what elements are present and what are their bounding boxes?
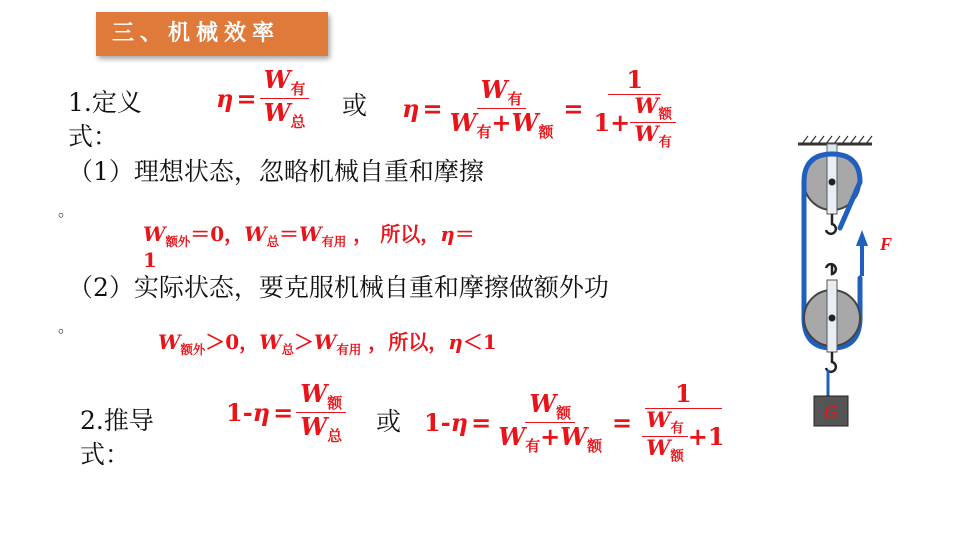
formula-one-minus-eta-expanded: 1- η = $\frac{W_额}{W_有+W_额}$ = 1 $\frac{W_有}{W_额}$ + 1 bbox=[424, 380, 729, 465]
weight-block bbox=[814, 396, 848, 426]
fraction: $\frac{W_有}{W_总}$ bbox=[260, 66, 310, 131]
force-arrow bbox=[856, 230, 868, 276]
formula-one-minus-eta-basic: 1- η = $\frac{W_额}{W_总}$ bbox=[226, 380, 346, 445]
ideal-state-equation: $W_{额外}=0$，$W_总=W_{有用}$ ， 所以，η＝ bbox=[143, 222, 475, 249]
fraction: $\frac{W_有}{W_有+W_额}$ bbox=[449, 75, 554, 141]
fraction: 1 1 + $\frac{W_额}{W_有}$ bbox=[589, 66, 679, 151]
pulley-diagram bbox=[780, 130, 930, 440]
section-title: 三、机械效率 bbox=[96, 12, 328, 56]
fraction: $\frac{W_额}{W_总}$ bbox=[296, 380, 346, 445]
eta-symbol: η bbox=[216, 83, 234, 113]
period-mark: 。 bbox=[58, 201, 75, 220]
fraction: 1 $\frac{W_有}{W_额}$ + 1 bbox=[638, 380, 728, 465]
period-mark: 。 bbox=[58, 317, 75, 336]
ceiling-support bbox=[798, 136, 872, 144]
real-state-equation: $W_{额外}>0$，$W_总>W_{有用}$ ，所以，η＜1 bbox=[158, 330, 497, 357]
ideal-state-heading: （1）理想状态，忽略机械自重和摩擦 bbox=[68, 157, 484, 186]
or-text: 或 bbox=[342, 91, 368, 120]
fraction: $\frac{W_额}{W_有+W_额}$ bbox=[498, 389, 602, 455]
force-label: F bbox=[880, 234, 893, 254]
ideal-state-value: 1 bbox=[143, 248, 157, 272]
movable-pulley bbox=[804, 264, 860, 372]
real-state-heading: （2）实际状态，要克服机械自重和摩擦做额外功 bbox=[68, 273, 609, 302]
weight-label: G bbox=[824, 402, 838, 422]
or-text: 或 bbox=[376, 407, 402, 436]
definition-label: 1.定义式： bbox=[68, 88, 142, 151]
formula-eta-expanded: η = $\frac{W_有}{W_有+W_额}$ = 1 1 + $\frac{W_额}{W_有}$ bbox=[402, 66, 680, 151]
formula-eta-basic: η = $\frac{W_有}{W_总}$ bbox=[216, 66, 309, 131]
derivation-label: 2.推导式： bbox=[80, 406, 154, 469]
